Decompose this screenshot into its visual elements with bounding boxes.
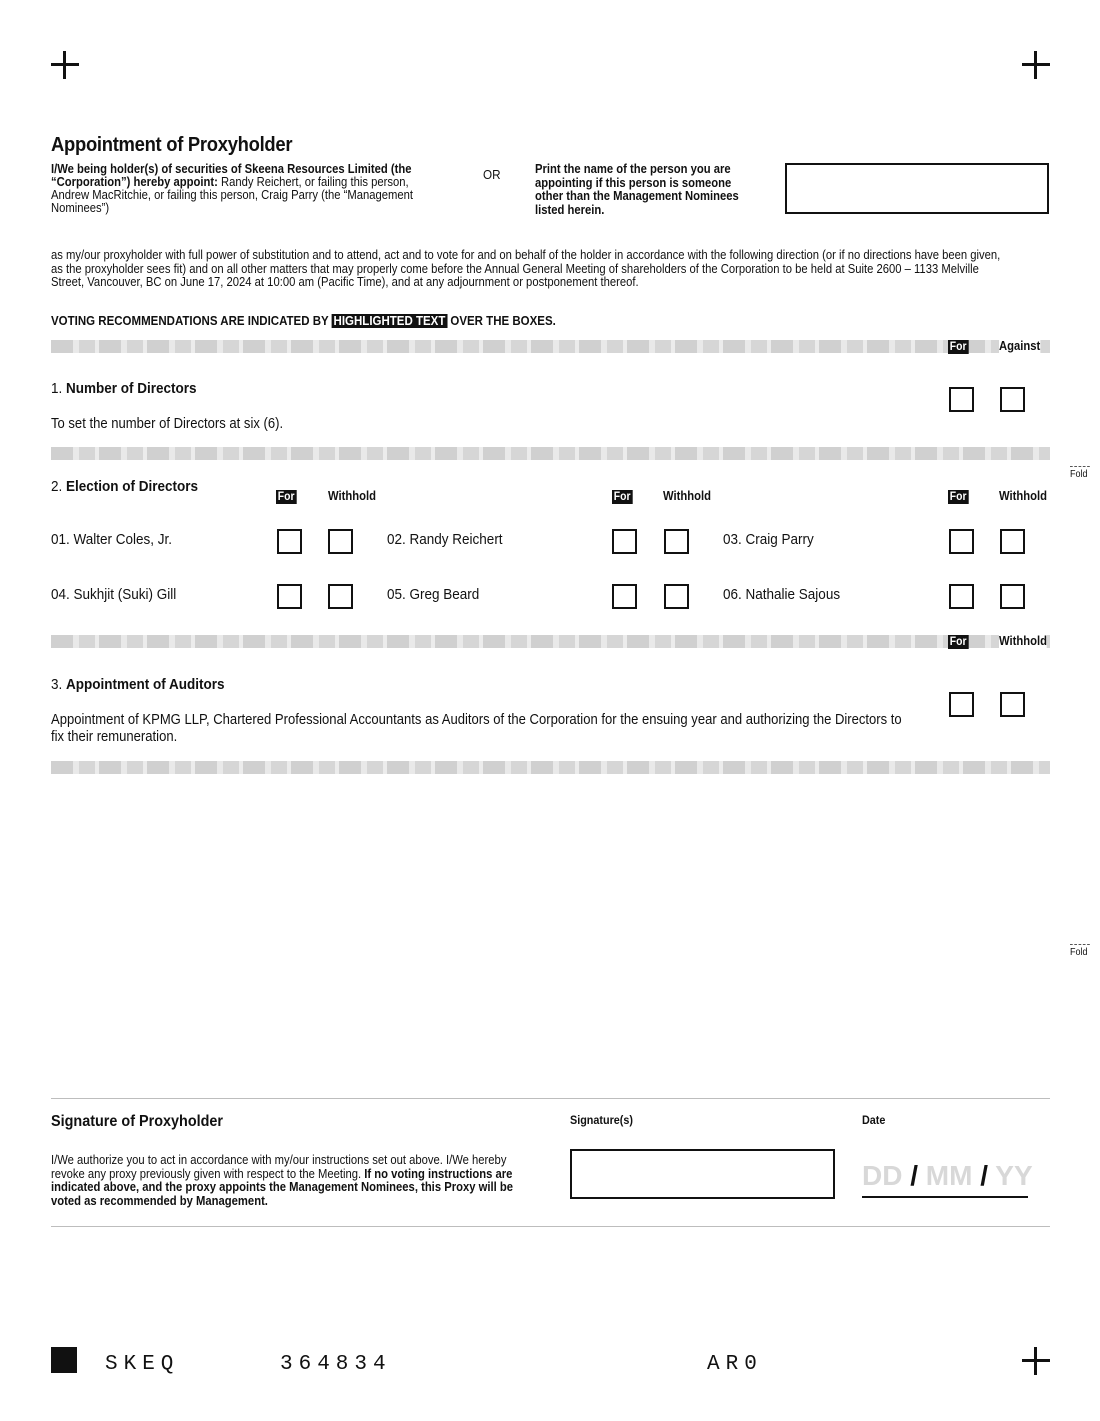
nominee-06-withhold-checkbox[interactable] (1000, 584, 1025, 609)
signature-field[interactable] (570, 1149, 835, 1199)
nominee-04-withhold-checkbox[interactable] (328, 584, 353, 609)
section-divider (51, 447, 1050, 460)
nominee-01-for-checkbox[interactable] (277, 529, 302, 554)
nominee-04-for-checkbox[interactable] (277, 584, 302, 609)
date-label: Date (862, 1113, 886, 1127)
resolution-1-for-checkbox[interactable] (949, 387, 974, 412)
nominee-02-withhold-checkbox[interactable] (664, 529, 689, 554)
appointment-text-bold: I/We being holder(s) of securities of Skeena Resources Limited (the “Corporation”) hereby appoint: (51, 162, 412, 189)
print-name-instruction: Print the name of the person you are appointing if this person is someone other than the Management Nominees listed herein. (535, 162, 739, 217)
signature-label: Signature(s) (570, 1113, 634, 1127)
nominee-03-for-checkbox[interactable] (949, 529, 974, 554)
authority-paragraph: as my/our proxyholder with full power of substitution and to attend, act and to vote for and on behalf of the holder in accordance with the following direction (or if no directions have been given, as the proxyholder sees fit) and on all other matters that may properly come before the Annual General Meeting of shareholders of the Corporation to be held at Suite 2600 – 1133 Melville Street, Vancouver, BC on June 17, 2024 at 10:00 am (Pacific Time), and at any adjournment or postponement thereof. (51, 248, 1001, 289)
resolution-3-withhold-checkbox[interactable] (1000, 692, 1025, 717)
nominee-02-for-checkbox[interactable] (612, 529, 637, 554)
signature-top-rule (51, 1098, 1050, 1099)
footer-code-issuer: SKEQ (105, 1353, 180, 1376)
nominee-02: 02. Randy Reichert (387, 531, 503, 548)
appointment-title: Appointment of Proxyholder (51, 134, 293, 156)
withhold-header-col1: Withhold (328, 489, 377, 503)
date-separator: / (972, 1160, 996, 1191)
registration-mark-top-left (51, 51, 79, 79)
section-divider (51, 635, 1050, 648)
resolution-2-title: 2. Election of Directors (51, 478, 199, 495)
footer-code-form: AR0 (707, 1353, 763, 1376)
signature-instructions: I/We authorize you to act in accordance with my/our instructions set out above. I/We hereby revoke any proxy previously given with respect to the Meeting. If no voting instructions are indicated above, and the proxy appoints the Management Nominees, this Proxy will be voted as recommended by Management. (51, 1153, 513, 1208)
for-header-col3: For (949, 491, 967, 503)
appointment-text-regular: Randy Reichert, or failing this person, Andrew MacRitchie, or failing this person, Craig Parry (the “Management Nominees”) (51, 175, 414, 215)
registration-mark-top-right (1022, 51, 1050, 79)
nominee-04: 04. Sukhjit (Suki) Gill (51, 586, 177, 603)
date-mm-placeholder: MM (925, 1160, 973, 1191)
registration-block (51, 1347, 77, 1373)
withhold-header-col2: Withhold (663, 489, 712, 503)
for-header-col1: For (277, 491, 295, 503)
date-field[interactable] (862, 1160, 1033, 1198)
nominee-01: 01. Walter Coles, Jr. (51, 531, 173, 548)
nominee-05-withhold-checkbox[interactable] (664, 584, 689, 609)
nominee-06-for-checkbox[interactable] (949, 584, 974, 609)
section-divider (51, 340, 1050, 353)
for-header-col2: For (613, 491, 631, 503)
withhold-header-resolution-3: Withhold (999, 634, 1048, 648)
resolution-1-against-checkbox[interactable] (1000, 387, 1025, 412)
nominee-01-withhold-checkbox[interactable] (328, 529, 353, 554)
signature-bottom-rule (51, 1226, 1050, 1227)
appointment-text (51, 163, 438, 215)
highlighted-text-sample: HIGHLIGHTED TEXT (333, 314, 446, 328)
date-yy-placeholder: YY (995, 1160, 1033, 1191)
resolution-3-for-checkbox[interactable] (949, 692, 974, 717)
or-label: OR (483, 167, 501, 182)
for-header-resolution-3: For (949, 636, 967, 648)
nominee-05: 05. Greg Beard (387, 586, 480, 603)
registration-mark-bottom-right (1022, 1347, 1050, 1375)
date-separator: / (902, 1160, 926, 1191)
section-divider (51, 761, 1050, 774)
voting-recommendations-note: VOTING RECOMMENDATIONS ARE INDICATED BY HIGHLIGHTED TEXT OVER THE BOXES. (51, 314, 556, 328)
proxyholder-name-field[interactable] (785, 163, 1049, 214)
nominee-06: 06. Nathalie Sajous (723, 586, 841, 603)
against-header: Against (999, 339, 1041, 353)
for-header-recommended: For (949, 341, 967, 353)
signature-title: Signature of Proxyholder (51, 1113, 224, 1130)
fold-mark: Fold (1070, 466, 1090, 480)
resolution-3-text: Appointment of KPMG LLP, Chartered Professional Accountants as Auditors of the Corporation for the ensuing year and authorizing the Directors to fix their remuneration. (51, 712, 902, 745)
resolution-3-title: 3. Appointment of Auditors (51, 676, 225, 693)
nominee-03: 03. Craig Parry (723, 531, 814, 548)
resolution-1-text: To set the number of Directors at six (6). (51, 416, 284, 432)
nominee-05-for-checkbox[interactable] (612, 584, 637, 609)
fold-mark: Fold (1070, 944, 1090, 958)
resolution-1-title: 1. Number of Directors (51, 380, 197, 397)
date-dd-placeholder: DD (862, 1160, 903, 1191)
nominee-03-withhold-checkbox[interactable] (1000, 529, 1025, 554)
footer-code-number: 364834 (280, 1353, 392, 1376)
withhold-header-col3: Withhold (999, 489, 1048, 503)
